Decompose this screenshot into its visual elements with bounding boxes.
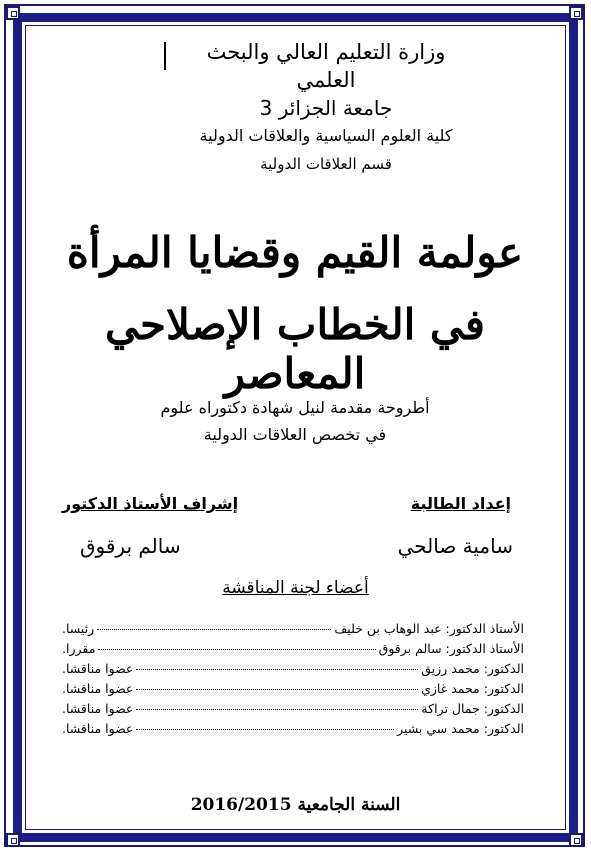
member-name: الدكتور: جمال تراكة — [421, 701, 524, 716]
member-role: عضوا مناقشا. — [62, 701, 134, 716]
committee-heading: أعضاء لجنة المناقشة — [222, 578, 369, 598]
thesis-subtitle-line2: في تخصص العلاقات الدولية — [203, 425, 387, 444]
corner-ornament — [6, 833, 20, 847]
member-name: الأستاذ الدكتور: سالم برقوق — [378, 641, 524, 656]
faculty-name: كلية العلوم السياسية والعلاقات الدولية — [199, 126, 453, 145]
institution-header — [176, 38, 476, 178]
thesis-title-line2: في الخطاب الإصلاحي المعاصر — [104, 300, 485, 398]
member-role: مقررا. — [62, 641, 96, 656]
member-name: الدكتور: محمد غازي — [421, 681, 524, 696]
supervisor-name: سالم برقوق — [80, 534, 181, 558]
committee-member — [62, 701, 524, 721]
corner-ornament — [6, 6, 20, 20]
committee-member — [62, 661, 524, 681]
supervised-by-label: إشراف الأستاذ الدكتور — [62, 494, 239, 513]
committee-member — [62, 641, 524, 661]
member-role: عضوا مناقشا. — [62, 661, 134, 676]
thesis-title-line1: عولمة القيم وقضايا المرأة — [66, 228, 524, 277]
dotted-leader — [136, 689, 418, 690]
prepared-by-label: إعداد الطالبة — [410, 494, 511, 513]
ministry-name: وزارة التعليم العالي والبحث العلمي — [206, 40, 446, 92]
committee-member — [62, 721, 524, 741]
university-name: جامعة الجزائر 3 — [259, 96, 393, 120]
committee-list — [62, 621, 524, 741]
committee-member — [62, 621, 524, 641]
corner-ornament — [569, 6, 583, 20]
dotted-leader — [136, 729, 394, 730]
dotted-leader — [136, 669, 418, 670]
member-role: عضوا مناقشا. — [62, 681, 134, 696]
student-name: سامية صالحي — [397, 534, 513, 558]
dotted-leader — [136, 709, 418, 710]
dotted-leader — [98, 649, 375, 650]
member-name: الأستاذ الدكتور: عبد الوهاب بن خليف — [334, 621, 524, 636]
academic-year: السنة الجامعية 2016/2015 — [190, 795, 401, 815]
committee-member — [62, 681, 524, 701]
header-divider — [164, 42, 166, 70]
dotted-leader — [97, 629, 331, 630]
member-role: رئيسا. — [62, 621, 95, 636]
member-name: الدكتور: محمد سي بشير — [397, 721, 524, 736]
corner-ornament — [569, 833, 583, 847]
thesis-subtitle-line1: أطروحة مقدمة لنيل شهادة دكتوراه علوم — [160, 398, 430, 417]
member-name: الدكتور: محمد رزيق — [421, 661, 524, 676]
member-role: عضوا مناقشا. — [62, 721, 134, 736]
department-name: قسم العلاقات الدولية — [260, 155, 392, 173]
